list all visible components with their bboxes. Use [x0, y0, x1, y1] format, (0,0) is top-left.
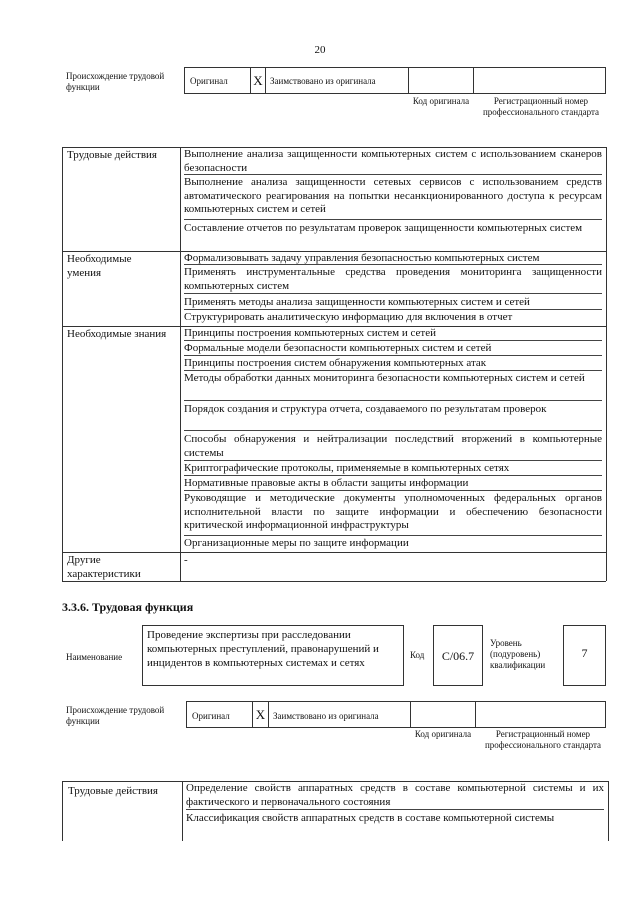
borrowed-option: Заимствовано из оригинала	[273, 711, 379, 721]
original-option: Оригинал	[192, 711, 230, 721]
table-row: -	[184, 554, 188, 566]
table-row: Порядок создания и структура отчета, создаваемого по результатам проверок	[184, 403, 602, 431]
level-label: Уровень (подуровень) квалификации	[490, 638, 546, 670]
page-number: 20	[314, 44, 326, 56]
qualification-level: 7	[563, 625, 606, 686]
table-row: Определение свойств аппаратных средств в составе компьютерной системы и их фактического и первоначального состояния	[186, 782, 604, 810]
table-row: Способы обнаружения и нейтрализации последствий вторжений в компьютерные системы	[184, 433, 602, 461]
borrowed-option: Заимствовано из оригинала	[270, 76, 376, 86]
table-row: Принципы построения компьютерных систем и сетей	[184, 327, 602, 341]
group-label-actions: Трудовые действия	[68, 785, 158, 797]
table-row: Принципы построения систем обнаружения компьютерных атак	[184, 357, 602, 371]
original-option: Оригинал	[190, 76, 228, 86]
original-mark: X	[253, 73, 263, 88]
origin-label: Происхождение трудовой функции	[66, 705, 165, 726]
table-row: Классификация свойств аппаратных средств в составе компьютерной системы	[186, 812, 555, 824]
code-original-label: Код оригинала	[412, 96, 470, 106]
origin-label: Происхождение трудовой функции	[66, 71, 165, 92]
group-label-skills: Необходимые умения	[67, 253, 132, 279]
code-original-label: Код оригинала	[414, 729, 472, 739]
table-row: Составление отчетов по результатам проверок защищенности компьютерных систем	[184, 222, 583, 234]
table-row: Формальные модели безопасности компьютерных систем и сетей	[184, 342, 602, 356]
name-label: Наименование	[66, 652, 123, 662]
code-label: Код	[410, 650, 425, 660]
table-row: Применять инструментальные средства проведения мониторинга защищенности компьютерных систем	[184, 266, 602, 294]
group-label-actions: Трудовые действия	[67, 149, 157, 161]
table-row: Применять методы анализа защищенности компьютерных систем и сетей	[184, 296, 602, 310]
table-row: Выполнение анализа защищенности компьютерных систем с использованием сканеров безопасности	[184, 148, 602, 174]
original-mark: X	[255, 707, 266, 722]
table-row: Организационные меры по защите информации	[184, 537, 409, 549]
table-row: Методы обработки данных мониторинга безопасности компьютерных систем и сетей	[184, 372, 602, 401]
group-label-other: Другие характеристики	[67, 554, 141, 580]
table-row: Структурировать аналитическую информацию для включения в отчет	[184, 311, 513, 323]
function-name: Проведение экспертизы при расследовании компьютерных преступлений, правонарушений и инцидентов в компьютерных системах и сетях	[142, 625, 404, 686]
table-row: Руководящие и методические документы уполномоченных федеральных органов исполнительной власти по защите информации и обеспечению безопасности критической информационной инфраструктуры	[184, 492, 602, 536]
origin-box	[184, 67, 606, 94]
origin-box	[186, 701, 606, 728]
table-row: Нормативные правовые акты в области защиты информации	[184, 477, 602, 491]
table-row: Выполнение анализа защищенности сетевых сервисов с использованием средств автоматического реагирования на попытки несанкционированного доступа к ресурсам компьютерных систем и сетей	[184, 176, 602, 220]
reg-number-label: Регистрационный номер профессионального стандарта	[484, 729, 602, 750]
group-label-knowledge: Необходимые знания	[67, 328, 167, 340]
section-heading: 3.3.6. Трудовая функция	[62, 600, 194, 614]
table-row: Криптографические протоколы, применяемые в компьютерных сетях	[184, 462, 602, 476]
reg-number-label: Регистрационный номер профессионального стандарта	[482, 96, 600, 117]
function-code: C/06.7	[433, 625, 483, 686]
table-row: Формализовывать задачу управления безопасностью компьютерных систем	[184, 252, 602, 265]
